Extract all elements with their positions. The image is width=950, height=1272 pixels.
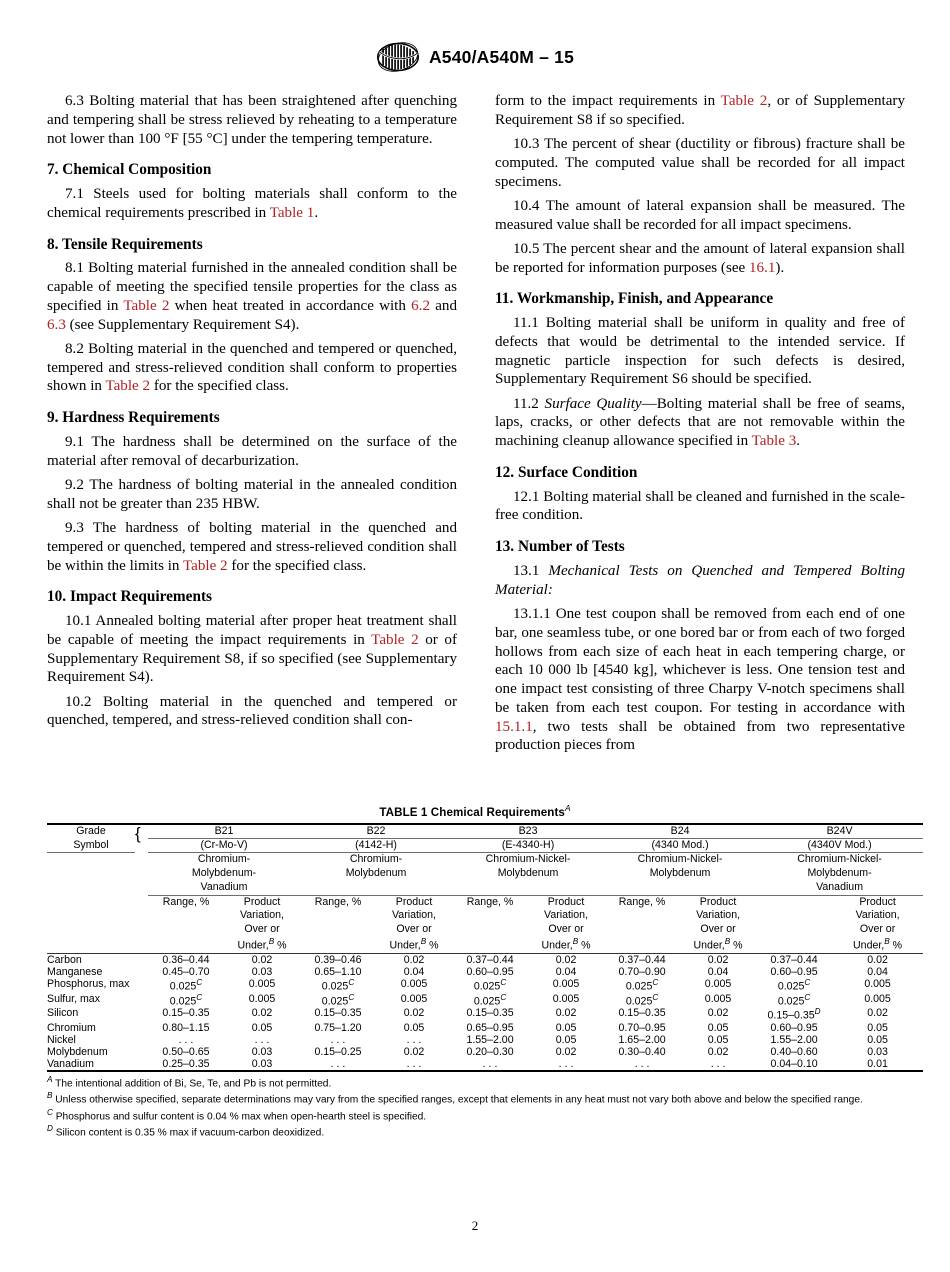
measure-variation-b23: Product Variation, Over or Under,$^B$ %	[528, 895, 604, 954]
cell-product-variation: . . .	[406, 1033, 422, 1046]
xref-table-2[interactable]: Table 2	[105, 378, 151, 395]
cell-range: 0.60–0.95	[466, 966, 514, 979]
grade-spec-b24v: (4340V Mod.)	[756, 839, 923, 853]
cell-range: $0.025^C$	[169, 992, 203, 1008]
element-name: Vanadium	[47, 1057, 94, 1070]
table-header-row-alloy-names	[47, 853, 923, 895]
paragraph-10-4: 10.4 The amount of lateral expansion shall be measured. The measured value shall be recorded for all impact specimens.	[495, 197, 905, 233]
grade-spec-b24: (4340 Mod.)	[604, 839, 756, 853]
cell-range: $0.025^C$	[473, 978, 507, 993]
measure-variation-b21: Product Variation, Over or Under,$^B$ %	[224, 895, 300, 954]
row-brace-spacer	[135, 1022, 148, 1034]
table-1-grid	[47, 823, 923, 1072]
cell-product-variation: 0.02	[555, 1007, 577, 1020]
grade-spec-b21: (Cr-Mo-V)	[148, 839, 300, 853]
table-footnote: $^A$ The intentional addition of Bi, Se, Te, and Pb is not permitted.	[47, 1074, 332, 1090]
cell-product-variation: 0.005	[248, 992, 276, 1005]
element-name: Molybdenum	[47, 1045, 108, 1058]
measure-range-b21: Range, %	[148, 895, 224, 954]
table-1-data-body	[47, 954, 923, 1071]
cell-range: 0.60–0.95	[770, 966, 818, 979]
grade-spec-b23: (E-4340-H)	[452, 839, 604, 853]
cell-range: 0.80–1.15	[162, 1021, 210, 1034]
row-brace-spacer	[135, 1007, 148, 1022]
cell-product-variation: 0.04	[555, 966, 577, 979]
cell-range: 0.37–0.44	[770, 954, 818, 967]
alloy-name-b21: Chromium- Molybdenum- Vanadium	[148, 853, 300, 895]
paragraph-9-1: 9.1 The hardness shall be determined on the surface of the material after removal of decarburization.	[47, 434, 457, 469]
element-name: Silicon	[47, 1007, 79, 1020]
cell-product-variation: 0.005	[864, 992, 891, 1005]
table-header-row-measures	[47, 895, 923, 954]
table-footnote: $^D$ Silicon content is 0.35 % max if vacuum-carbon deoxidized.	[47, 1124, 325, 1139]
heading-11-workmanship-finish-appearance: 11. Workmanship, Finish, and Appearance	[495, 290, 774, 308]
cell-product-variation: 0.03	[867, 1045, 888, 1058]
alloy-name-b22: Chromium- Molybdenum	[300, 853, 452, 895]
row-brace-spacer	[135, 993, 148, 1008]
cell-product-variation: 0.005	[704, 992, 732, 1005]
row-brace-spacer	[135, 978, 148, 993]
xref-6-3[interactable]: 6.3	[47, 316, 66, 333]
cell-range: $0.025^C$	[169, 978, 203, 993]
alloy-name-b24: Chromium-Nickel- Molybdenum	[604, 853, 756, 895]
cell-range: $0.025^C$	[321, 978, 355, 993]
cell-range: 0.50–0.65	[162, 1045, 210, 1058]
measure-variation-b24: Product Variation, Over or Under,$^B$ %	[680, 895, 756, 954]
table-row	[47, 1046, 923, 1058]
paragraph-13-1: 13.1 Mechanical Tests on Quenched and Tempered Bolting Material:	[495, 563, 906, 598]
document-designation: A540/A540M – 15	[428, 46, 575, 67]
xref-table-2[interactable]: Table 2	[182, 557, 228, 574]
cell-product-variation: 0.04	[707, 966, 729, 979]
grade-name-b24v: B24V	[756, 824, 923, 839]
paragraph-10-2-continued: form to the impact requirements in Table 2, or of Supplementary Requirement S8 if so specified.	[495, 93, 906, 128]
cell-product-variation: 0.02	[707, 954, 729, 967]
cell-product-variation: 0.02	[403, 1045, 425, 1058]
cell-range: $0.025^C$	[625, 978, 659, 993]
footnote-mark: C	[47, 1107, 53, 1117]
row-brace-spacer	[135, 954, 148, 967]
table-1-caption: TABLE 1 Chemical Requirements$^A$	[379, 803, 571, 819]
paragraph-7-1: 7.1 Steels used for bolting materials shall conform to the chemical requirements prescribed in Table 1.	[47, 186, 457, 221]
cell-product-variation: 0.005	[552, 992, 580, 1005]
cell-range: 0.15–0.35	[314, 1007, 362, 1020]
cell-range: 0.75–1.20	[314, 1021, 362, 1034]
element-name: Sulfur, max	[47, 992, 100, 1005]
row-brace-spacer	[135, 1046, 148, 1058]
element-name: Phosphorus, max	[47, 978, 130, 991]
grade-symbol-label	[47, 824, 135, 853]
paragraph-8-2: 8.2 Bolting material in the quenched and tempered or quenched, tempered and stress-relieved condition shall conform to properties shown in Table 2 for the specified class.	[47, 340, 457, 395]
paragraph-10-1: 10.1 Annealed bolting material after proper heat treatment shall be capable of meeting the impact requirements in Table 2 or of Supplementary Requirement S8, if so specified (see Supplementary Requirement S4).	[47, 613, 458, 686]
xref-table-2[interactable]: Table 2	[371, 631, 419, 648]
paragraph-6-3: 6.3 Bolting material that has been straightened after quenching and tempering shall be stress relieved by reheating to a temperature not lower than 100 °F [55 °C] under the tempering temperature.	[47, 93, 457, 147]
cell-product-variation: 0.04	[867, 966, 888, 979]
xref-15-1-1[interactable]: 15.1.1	[495, 718, 533, 735]
cell-range: . . .	[330, 1057, 346, 1070]
cell-product-variation: . . .	[558, 1057, 574, 1070]
measure-range-b22: Range, %	[300, 895, 376, 954]
cell-product-variation: 0.02	[555, 954, 577, 967]
element-name: Carbon	[47, 954, 82, 967]
paragraph-9-3: 9.3 The hardness of bolting material in the quenched and tempered or quenched, tempered and stress-relieved condition shall be within the limits in Table 2 for the specified class.	[47, 520, 457, 574]
xref-table-3[interactable]: Table 3	[751, 433, 797, 450]
document-header	[0, 42, 950, 72]
paragraph-10-2: 10.2 Bolting material in the quenched and tempered or quenched, tempered, and stress-relieved condition shall con-	[47, 693, 457, 729]
cell-product-variation: 0.05	[555, 1021, 577, 1034]
cell-product-variation: 0.01	[867, 1057, 888, 1070]
paragraph-12-1: 12.1 Bolting material shall be cleaned and furnished in the scale-free condition.	[495, 488, 905, 524]
table-1-chemical-requirements	[47, 803, 903, 1141]
table-1-footnotes	[47, 1075, 903, 1140]
paragraph-8-1: 8.1 Bolting material furnished in the annealed condition shall be capable of meeting the specified tensile properties for the class as specified in Table 2 when heat treated in accordance with 6.2 and 6.3 (see Supplementary Requirement S4).	[47, 260, 457, 333]
cell-product-variation: 0.005	[552, 978, 580, 991]
heading-8-tensile-requirements: 8. Tensile Requirements	[47, 235, 203, 253]
cell-range: $0.025^C$	[625, 992, 659, 1008]
cell-range: 0.37–0.44	[466, 954, 514, 967]
cell-range: . . .	[482, 1057, 498, 1070]
grade-name-b24: B24	[604, 824, 756, 839]
xref-table-2[interactable]: Table 2	[123, 297, 170, 314]
paragraph-10-3: 10.3 The percent of shear (ductility or fibrous) fracture shall be computed. The computed value shall be recorded for all impact specimens.	[495, 136, 905, 190]
cell-range: 1.55–2.00	[770, 1033, 818, 1046]
table-row	[47, 978, 923, 993]
cell-range: 1.65–2.00	[618, 1033, 666, 1046]
grade-brace: {	[135, 823, 141, 843]
cell-range: 0.30–0.40	[618, 1045, 666, 1058]
alloy-name-b23: Chromium-Nickel- Molybdenum	[452, 853, 604, 895]
measure-range-b24v	[756, 895, 832, 954]
heading-12-surface-condition: 12. Surface Condition	[495, 463, 638, 481]
body-columns	[47, 92, 905, 755]
cell-product-variation: 0.005	[704, 978, 732, 991]
cell-product-variation: 0.005	[248, 978, 276, 991]
term-surface-quality: Surface Quality	[544, 395, 642, 412]
cell-product-variation: 0.05	[707, 1021, 729, 1034]
cell-product-variation: 0.04	[403, 966, 425, 979]
cell-range: 0.20–0.30	[466, 1045, 514, 1058]
grade-name-b22: B22	[300, 824, 452, 839]
cell-product-variation: 0.02	[707, 1007, 729, 1020]
cell-range: . . .	[330, 1033, 346, 1046]
cell-product-variation: . . .	[710, 1057, 726, 1070]
paragraph-10-5: 10.5 The percent shear and the amount of lateral expansion shall be reported for information purposes (see 16.1).	[495, 240, 905, 276]
element-name: Manganese	[47, 966, 103, 979]
cell-product-variation: 0.005	[400, 978, 428, 991]
cell-range: 0.37–0.44	[618, 954, 666, 967]
cell-range: 0.65–0.95	[466, 1021, 514, 1034]
heading-7-chemical-composition: 7. Chemical Composition	[47, 161, 212, 179]
cell-product-variation: 0.03	[251, 966, 273, 979]
cell-product-variation: 0.05	[867, 1033, 888, 1046]
grade-symbol-line-1: Grade	[76, 824, 106, 837]
cell-range: 0.39–0.46	[314, 954, 362, 967]
measure-variation-b24v: Product Variation, Over or Under,$^B$ %	[832, 895, 923, 954]
table-row	[47, 1022, 923, 1034]
element-name: Nickel	[47, 1033, 76, 1046]
cell-product-variation: 0.05	[555, 1033, 577, 1046]
cell-range: 0.65–1.10	[314, 966, 362, 979]
cell-product-variation: 0.02	[707, 1045, 729, 1058]
row-brace-spacer	[135, 966, 148, 978]
cell-range: 0.70–0.90	[618, 966, 666, 979]
footnote-mark: A	[47, 1074, 53, 1084]
cell-product-variation: 0.02	[867, 954, 888, 967]
cell-range: 0.25–0.35	[162, 1057, 210, 1070]
cell-range: 0.45–0.70	[162, 966, 210, 979]
cell-range: $0.025^C$	[777, 978, 811, 993]
footnote-mark: B	[47, 1091, 53, 1101]
left-column	[47, 92, 457, 755]
table-row	[47, 954, 923, 967]
paragraph-11-1: 11.1 Bolting material shall be uniform in quality and free of defects that would be detrimental to the intended service. If magnetic particle inspection for such defects is desired, Supplementary Requirement S6 should be specified.	[495, 315, 905, 388]
cell-product-variation: 0.05	[867, 1021, 888, 1034]
cell-range: 0.60–0.95	[770, 1021, 818, 1034]
cell-range: 0.15–0.35	[466, 1007, 514, 1020]
table-header-row-grade-names	[47, 824, 923, 839]
table-row	[47, 1007, 923, 1022]
table-row	[47, 1058, 923, 1071]
cell-range: 0.15–0.25	[314, 1045, 362, 1058]
heading-9-hardness-requirements: 9. Hardness Requirements	[47, 409, 220, 427]
cell-range: 0.04–0.10	[770, 1057, 818, 1070]
grade-name-b21: B21	[148, 824, 300, 839]
cell-range: $0.025^C$	[321, 992, 355, 1008]
measure-range-b24: Range, %	[604, 895, 680, 954]
right-column	[495, 92, 905, 755]
page-number: 2	[471, 1218, 479, 1233]
cell-product-variation: . . .	[254, 1033, 270, 1046]
astm-logo-icon	[376, 42, 420, 72]
xref-6-2[interactable]: 6.2	[411, 297, 430, 314]
cell-product-variation: 0.02	[251, 1007, 273, 1020]
xref-table-2[interactable]: Table 2	[720, 93, 768, 109]
row-brace-spacer	[135, 1058, 148, 1071]
measure-variation-b22: Product Variation, Over or Under,$^B$ %	[376, 895, 452, 954]
cell-product-variation: 0.05	[707, 1033, 729, 1046]
cell-product-variation: . . .	[406, 1057, 422, 1070]
cell-product-variation: 0.02	[403, 1007, 425, 1020]
heading-13-number-of-tests: 13. Number of Tests	[495, 538, 625, 556]
xref-table-1[interactable]: Table 1	[269, 204, 315, 221]
heading-10-impact-requirements: 10. Impact Requirements	[47, 588, 212, 606]
grade-name-b23: B23	[452, 824, 604, 839]
cell-range: 0.15–0.35	[162, 1007, 210, 1020]
cell-range: $0.15-0.35^D$	[767, 1007, 821, 1022]
cell-product-variation: 0.005	[864, 978, 891, 991]
paragraph-13-1-1: 13.1.1 One test coupon shall be removed from each end of one bar, one seamless tube, or one bored bar or from each of two forged hollows from each size of each heat in each tempering charge, or each 10 000 lb [4540 kg], whichever is less. One tension test and one impact test consisting of three Charpy V-notch specimens shall be taken from each test coupon. For testing in accordance with 15.1.1, two tests shall be obtained from two representative production pieces from	[495, 606, 905, 754]
measure-range-b23: Range, %	[452, 895, 528, 954]
cell-product-variation: 0.05	[251, 1021, 273, 1034]
subheading-mechanical-tests: Mechanical Tests on Quenched and Tempered Bolting Material:	[495, 563, 906, 598]
cell-range: 0.15–0.35	[618, 1007, 666, 1020]
cell-range: $0.025^C$	[473, 992, 507, 1008]
table-row	[47, 993, 923, 1008]
cell-range: 1.55–2.00	[466, 1033, 514, 1046]
grade-symbol-line-2: Symbol	[73, 838, 109, 851]
cell-range: $0.025^C$	[777, 992, 811, 1008]
cell-product-variation: 0.02	[867, 1007, 888, 1020]
cell-product-variation: 0.02	[555, 1045, 577, 1058]
table-row	[47, 966, 923, 978]
alloy-name-b24v: Chromium-Nickel- Molybdenum- Vanadium	[756, 853, 923, 895]
table-footnote: $^C$ Phosphorus and sulfur content is 0.04 % max when open-hearth steel is specified.	[47, 1107, 427, 1123]
cell-range: 0.40–0.60	[770, 1045, 818, 1058]
cell-range: . . .	[178, 1033, 194, 1046]
cell-product-variation: 0.02	[251, 954, 273, 967]
element-name: Chromium	[47, 1021, 96, 1034]
cell-product-variation: 0.005	[400, 992, 428, 1005]
footnote-mark: D	[47, 1124, 53, 1134]
table-footnote: $^B$ Unless otherwise specified, separate determinations may vary from the specified ranges, except that elements in any heat must not vary both above and below the specified range.	[47, 1091, 863, 1106]
table-header-row-grade-specs	[47, 839, 923, 853]
row-brace-spacer	[135, 1034, 148, 1046]
paragraph-11-2: 11.2 Surface Quality—Bolting material shall be free of seams, laps, cracks, or other defects that are not removable within the machining cleanup allowance specified in Table 3.	[495, 395, 905, 450]
xref-16-1[interactable]: 16.1	[749, 259, 776, 276]
paragraph-9-2: 9.2 The hardness of bolting material in the annealed condition shall not be greater than 235 HBW.	[47, 477, 457, 512]
table-1-caption-footnote-mark: A	[564, 803, 571, 813]
cell-product-variation: 0.03	[251, 1057, 273, 1070]
cell-product-variation: 0.05	[403, 1021, 425, 1034]
table-row	[47, 1034, 923, 1046]
grade-spec-b22: (4142-H)	[300, 839, 452, 853]
cell-range: . . .	[634, 1057, 650, 1070]
cell-product-variation: 0.02	[403, 954, 425, 967]
cell-product-variation: 0.03	[251, 1045, 273, 1058]
cell-range: 0.70–0.95	[618, 1021, 666, 1034]
cell-range: 0.36–0.44	[162, 954, 210, 967]
